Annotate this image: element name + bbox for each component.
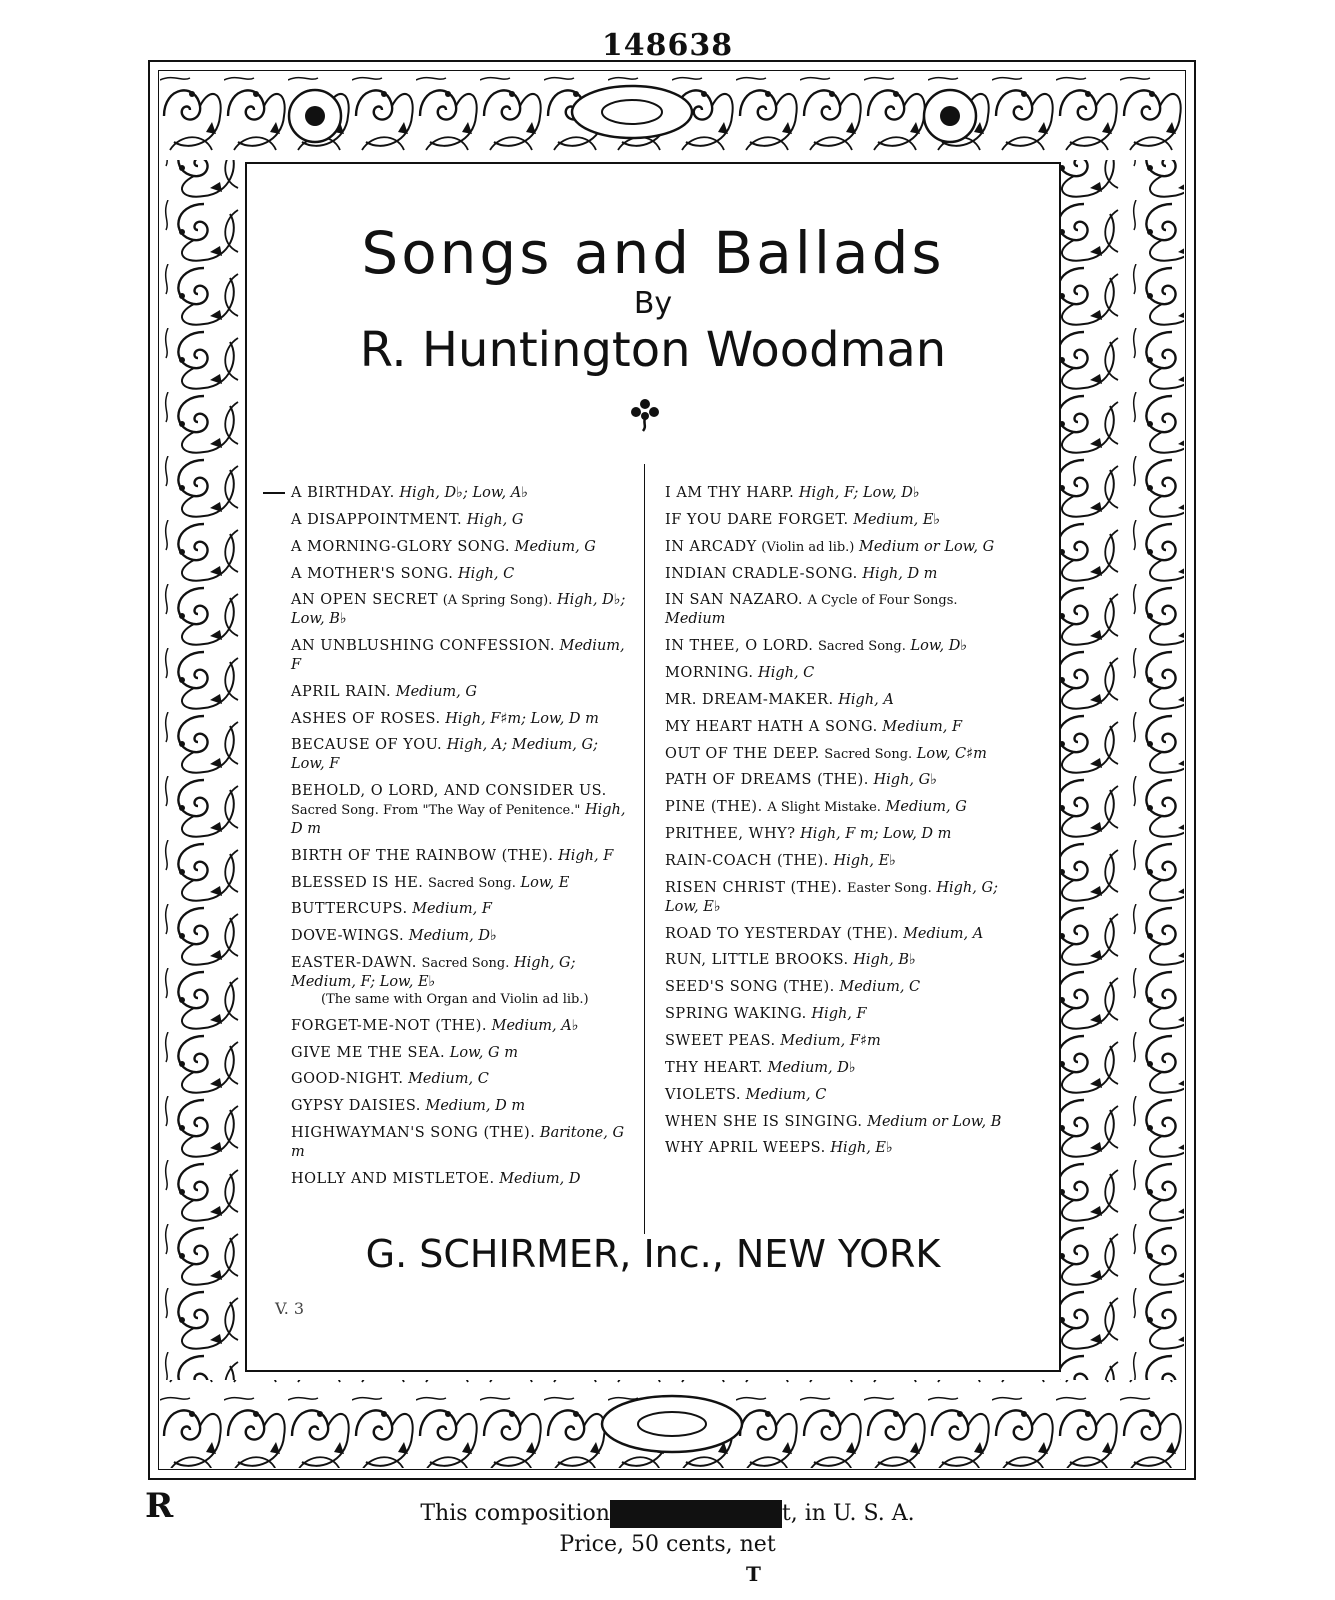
publisher: G. SCHIRMER, Inc., NEW YORK — [365, 1232, 941, 1276]
song-entry — [291, 591, 631, 629]
song-entry — [665, 1059, 1005, 1078]
song-title: BLESSED IS HE. — [291, 874, 424, 891]
song-entry — [291, 637, 631, 675]
song-voice: High, F♯m; Low, D m — [445, 710, 599, 727]
song-voice: Medium, D — [499, 1170, 581, 1187]
song-title: APRIL RAIN. — [291, 683, 392, 700]
song-voice: Medium, D m — [425, 1098, 526, 1115]
song-entry — [665, 1005, 1005, 1024]
song-entry — [291, 847, 631, 866]
song-entry — [665, 664, 1005, 683]
song-subtitle: Sacred Song. From "The Way of Penitence." — [291, 803, 581, 819]
song-title: BUTTERCUPS. — [291, 901, 408, 918]
song-voice: High, G — [466, 511, 524, 528]
song-title: WHY APRIL WEEPS. — [665, 1140, 826, 1157]
song-title: IN SAN NAZARO. — [665, 592, 803, 609]
song-voice: Medium, A — [903, 925, 984, 942]
song-entry — [665, 1086, 1005, 1105]
song-entry — [665, 1139, 1005, 1158]
song-entry — [291, 1017, 631, 1036]
song-entry — [665, 852, 1005, 871]
page-title: Songs and Ballads — [361, 219, 945, 287]
song-entry — [291, 1170, 631, 1189]
song-entry — [665, 1032, 1005, 1051]
song-entry — [291, 511, 631, 530]
song-title: MORNING. — [665, 665, 754, 682]
composer-name: R. Huntington Woodman — [359, 322, 947, 378]
song-voice: Medium, F — [882, 718, 963, 735]
song-title: PRITHEE, WHY? — [665, 826, 796, 843]
song-voice: Low, G m — [449, 1044, 518, 1061]
song-voice: High, E♭ — [830, 1140, 893, 1157]
song-entry — [665, 718, 1005, 737]
corner-letter-left: R — [145, 1486, 174, 1526]
song-title: IN THEE, O LORD. — [665, 638, 814, 655]
song-entry — [291, 710, 631, 729]
song-subtitle: Sacred Song. — [428, 875, 516, 891]
song-voice: Medium, D♭ — [767, 1059, 856, 1076]
song-entry — [291, 900, 631, 919]
song-entry — [291, 736, 631, 774]
by-line: By — [633, 286, 673, 321]
song-entry — [291, 782, 631, 839]
song-title: ASHES OF ROSES. — [291, 710, 441, 727]
song-title: RISEN CHRIST (THE). — [665, 879, 843, 896]
song-title: GIVE ME THE SEA. — [291, 1044, 446, 1061]
song-list-right — [665, 484, 1005, 1166]
song-entry — [291, 1044, 631, 1063]
song-title: EASTER-DAWN. — [291, 955, 417, 972]
song-voice: High, D♭; Low, A♭ — [399, 485, 529, 501]
song-voice: High, C — [457, 565, 515, 582]
song-entry — [665, 511, 1005, 530]
song-title: BEHOLD, O LORD, AND CONSIDER US. — [291, 783, 607, 800]
song-title: RAIN-COACH (THE). — [665, 853, 829, 870]
footer-copyright-line — [0, 1500, 1335, 1528]
song-voice: Medium, G — [885, 799, 967, 816]
song-subtitle: Sacred Song. — [824, 746, 913, 762]
fleuron-icon — [630, 396, 660, 432]
song-title: AN UNBLUSHING CONFESSION. — [291, 638, 555, 655]
song-voice: Medium, A♭ — [491, 1017, 579, 1034]
song-title: FORGET-ME-NOT (THE). — [291, 1017, 488, 1034]
song-title: IF YOU DARE FORGET. — [665, 511, 849, 528]
catalog-stamp: V. 3 — [275, 1299, 305, 1318]
song-voice: Medium, E♭ — [853, 511, 941, 528]
footer-text-start: This composition — [420, 1501, 610, 1526]
song-entry — [665, 538, 1005, 557]
song-title: SWEET PEAS. — [665, 1033, 776, 1049]
song-voice: High, E♭ — [833, 853, 896, 870]
song-voice: Medium, F — [291, 638, 625, 673]
song-entry — [665, 745, 1005, 764]
song-title: IN ARCADY — [665, 538, 757, 555]
title-panel — [245, 162, 1061, 1372]
song-voice: Medium, D♭ — [408, 928, 497, 945]
song-voice: High, G♭ — [873, 772, 938, 789]
song-subtitle: Sacred Song. — [421, 956, 510, 972]
song-entry — [291, 484, 631, 503]
song-entry — [291, 954, 631, 1009]
song-title: PINE (THE). — [665, 799, 763, 816]
song-entry — [665, 825, 1005, 844]
song-entry — [665, 951, 1005, 970]
song-voice: Low, D♭ — [910, 638, 968, 655]
song-title: SPRING WAKING. — [665, 1006, 807, 1023]
song-title: VIOLETS. — [665, 1086, 741, 1103]
song-entry — [665, 484, 1005, 503]
footer-price: Price, 50 cents, net — [559, 1532, 776, 1557]
song-entry — [665, 691, 1005, 710]
song-voice: Medium, C — [745, 1086, 827, 1103]
song-voice: High, A; Medium, G; Low, F — [291, 737, 598, 773]
song-entry — [291, 538, 631, 557]
song-entry — [665, 565, 1005, 584]
song-subtitle: Sacred Song. — [818, 639, 906, 655]
song-entry — [291, 874, 631, 893]
song-list-left — [291, 484, 631, 1197]
song-entry — [665, 1113, 1005, 1132]
song-voice: High, D♭; Low, B♭ — [291, 592, 626, 628]
corner-letter-bottom: T — [746, 1562, 761, 1586]
song-title: GYPSY DAISIES. — [291, 1098, 421, 1115]
song-title: THY HEART. — [665, 1059, 764, 1076]
song-title: GOOD-NIGHT. — [291, 1071, 404, 1088]
column-divider — [644, 464, 645, 1234]
footer-text-end: t, in U. S. A. — [781, 1501, 915, 1526]
song-title: A BIRTHDAY. — [291, 485, 395, 501]
song-voice: High, G; Medium, F; Low, E♭ — [291, 955, 576, 991]
song-title: HIGHWAYMAN'S SONG (THE). — [291, 1125, 536, 1142]
song-entry — [291, 1070, 631, 1089]
song-note: (The same with Organ and Violin ad lib.) — [321, 991, 589, 1007]
song-entry — [665, 637, 1005, 656]
song-entry — [291, 683, 631, 702]
song-title: ROAD TO YESTERDAY (THE). — [665, 925, 899, 942]
song-entry — [665, 925, 1005, 944]
song-title: PATH OF DREAMS (THE). — [665, 772, 869, 789]
redacted-block — [610, 1500, 782, 1528]
song-voice: High, B♭ — [853, 952, 916, 969]
song-voice: Medium, F♯m — [780, 1033, 881, 1049]
song-voice: Low, E — [520, 874, 570, 891]
song-title: I AM THY HARP. — [665, 485, 795, 501]
song-title: MR. DREAM-MAKER. — [665, 691, 834, 708]
song-voice: High, F — [558, 847, 614, 864]
song-title: DOVE-WINGS. — [291, 928, 405, 945]
song-entry — [291, 565, 631, 584]
song-voice: High, D m — [862, 565, 938, 582]
song-subtitle: A Cycle of Four Songs. — [807, 593, 958, 609]
song-entry — [665, 771, 1005, 790]
song-voice: Medium, F — [412, 901, 492, 918]
song-title: BIRTH OF THE RAINBOW (THE). — [291, 847, 554, 864]
song-voice: High, F — [811, 1006, 867, 1023]
song-title: A MORNING-GLORY SONG. — [291, 538, 511, 555]
song-voice: High, F m; Low, D m — [800, 826, 952, 843]
song-title: OUT OF THE DEEP. — [665, 745, 820, 762]
song-voice: High, F; Low, D♭ — [798, 485, 920, 501]
song-title: RUN, LITTLE BROOKS. — [665, 952, 849, 969]
song-title: WHEN SHE IS SINGING. — [665, 1113, 863, 1130]
selection-mark — [263, 492, 285, 494]
song-title: MY HEART HATH A SONG. — [665, 718, 878, 735]
song-title: SEED'S SONG (THE). — [665, 979, 835, 996]
song-entry — [291, 927, 631, 946]
song-voice: High, G; Low, E♭ — [665, 879, 998, 915]
song-entry — [665, 879, 1005, 917]
song-entry — [665, 798, 1005, 817]
plate-number: 148638 — [601, 28, 734, 63]
song-voice: Medium — [665, 611, 726, 628]
song-title: AN OPEN SECRET — [291, 592, 439, 609]
song-voice: Medium or Low, B — [867, 1113, 1002, 1130]
song-voice: Baritone, G m — [291, 1125, 625, 1161]
song-voice: Medium, G — [514, 538, 596, 555]
song-subtitle: (A Spring Song). — [442, 593, 553, 609]
song-entry — [291, 1124, 631, 1162]
song-title: HOLLY AND MISTLETOE. — [291, 1170, 495, 1187]
song-voice: Medium or Low, G — [859, 538, 995, 555]
song-voice: High, C — [758, 665, 815, 682]
song-title: A MOTHER'S SONG. — [291, 565, 454, 582]
song-voice: High, D m — [291, 802, 626, 837]
song-voice: Medium, G — [395, 683, 477, 700]
song-entry — [665, 978, 1005, 997]
song-voice: Low, C♯m — [916, 745, 987, 762]
song-voice: High, A — [838, 691, 894, 708]
song-subtitle: (Violin ad lib.) — [761, 539, 855, 555]
song-subtitle: A Slight Mistake. — [767, 800, 881, 816]
song-title: INDIAN CRADLE-SONG. — [665, 565, 858, 582]
song-voice: Medium, C — [839, 979, 921, 996]
song-subtitle: Easter Song. — [847, 880, 932, 896]
song-entry — [665, 591, 1005, 629]
song-title: A DISAPPOINTMENT. — [291, 511, 463, 528]
song-title: BECAUSE OF YOU. — [291, 737, 443, 754]
song-entry — [291, 1097, 631, 1116]
song-voice: Medium, C — [408, 1071, 489, 1088]
